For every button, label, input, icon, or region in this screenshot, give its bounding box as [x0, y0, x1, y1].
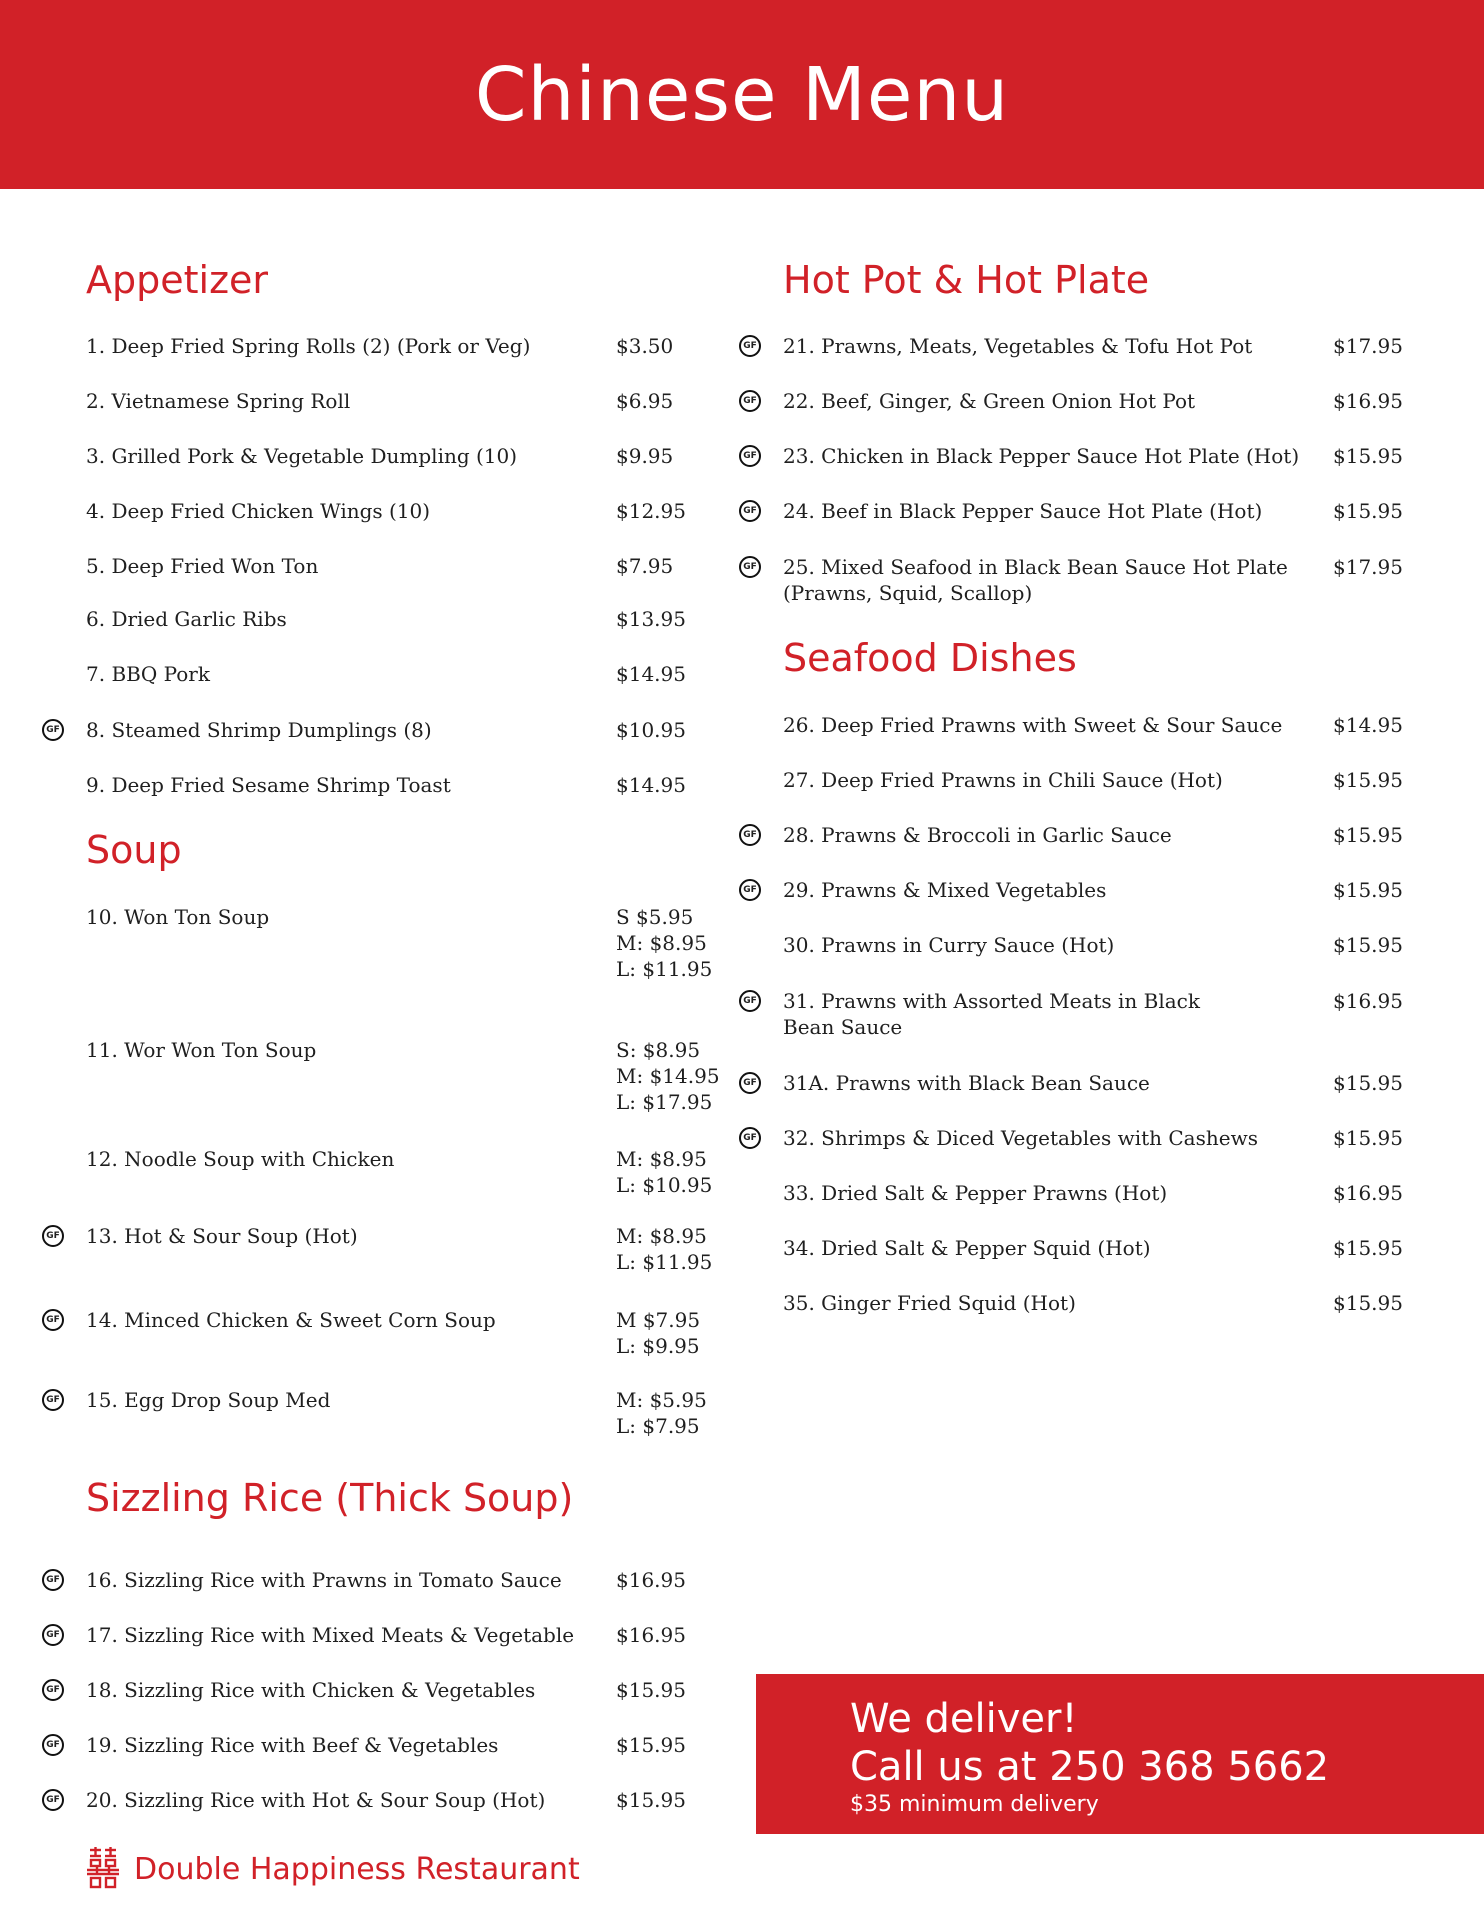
gluten-free-icon: GF: [739, 1072, 761, 1094]
menu-item-name: 19. Sizzling Rice with Beef & Vegetables: [86, 1733, 499, 1757]
menu-item-price: $17.95: [1333, 555, 1403, 579]
menu-item-price: $12.95: [616, 499, 686, 523]
menu-item-price: $10.95: [616, 718, 686, 742]
menu-item-price: S: $8.95 M: $14.95 L: $17.95: [616, 1038, 720, 1114]
menu-item: [42, 1307, 736, 1387]
section-title-appetizer: Appetizer: [86, 258, 269, 302]
menu-item-price: $16.95: [1333, 1181, 1403, 1205]
menu-item-price: M $7.95 L: $9.95: [616, 1308, 701, 1358]
menu-item-price: $15.95: [616, 1678, 686, 1702]
gluten-free-icon: GF: [739, 390, 761, 412]
menu-item-name: 35. Ginger Fried Squid (Hot): [783, 1291, 1076, 1315]
menu-item-price: $15.95: [1333, 823, 1403, 847]
menu-item-name: 29. Prawns & Mixed Vegetables: [783, 878, 1107, 902]
gluten-free-icon: GF: [739, 335, 761, 357]
delivery-minimum: $35 minimum delivery: [850, 1792, 1099, 1817]
section-title-soup: Soup: [86, 828, 182, 872]
gluten-free-icon: GF: [42, 1569, 64, 1591]
menu-item-name: 14. Minced Chicken & Sweet Corn Soup: [86, 1308, 496, 1332]
delivery-banner: [756, 1674, 1484, 1834]
menu-header: [0, 0, 1484, 189]
gluten-free-icon: GF: [739, 556, 761, 578]
menu-item-name: 24. Beef in Black Pepper Sauce Hot Plate (Hot): [783, 499, 1263, 523]
menu-item-price: $15.95: [616, 1788, 686, 1812]
menu-item-price: $6.95: [616, 389, 674, 413]
menu-item-name: 10. Won Ton Soup: [86, 905, 270, 929]
menu-item-name: 20. Sizzling Rice with Hot & Sour Soup (Hot): [86, 1788, 546, 1812]
menu-item-price: M: $8.95 L: $11.95: [616, 1224, 713, 1274]
menu-item-price: $3.50: [616, 334, 674, 358]
menu-item-name: 6. Dried Garlic Ribs: [86, 607, 287, 631]
menu-item-name: 27. Deep Fried Prawns in Chili Sauce (Hot): [783, 768, 1223, 792]
menu-item-name: 21. Prawns, Meats, Vegetables & Tofu Hot Pot: [783, 334, 1253, 358]
menu-item-name: 3. Grilled Pork & Vegetable Dumpling (10): [86, 444, 518, 468]
menu-item-name: 28. Prawns & Broccoli in Garlic Sauce: [783, 823, 1172, 847]
menu-item-price: M: $8.95 L: $10.95: [616, 1147, 713, 1197]
menu-item-price: $9.95: [616, 444, 674, 468]
menu-item-price: $16.95: [616, 1568, 686, 1592]
menu-item-price: $14.95: [1333, 713, 1403, 737]
menu-item-price: $14.95: [616, 773, 686, 797]
menu-item-price: $16.95: [616, 1623, 686, 1647]
menu-item-name: 30. Prawns in Curry Sauce (Hot): [783, 933, 1115, 957]
menu-item: [739, 1290, 1453, 1370]
menu-item-name: 11. Wor Won Ton Soup: [86, 1038, 317, 1062]
menu-item-name: 23. Chicken in Black Pepper Sauce Hot Plate (Hot): [783, 444, 1300, 468]
menu-item-name: 1. Deep Fried Spring Rolls (2) (Pork or Veg): [86, 334, 531, 358]
menu-item-price: M: $5.95 L: $7.95: [616, 1388, 707, 1438]
gluten-free-icon: GF: [739, 1127, 761, 1149]
gluten-free-icon: GF: [42, 1679, 64, 1701]
menu-item-price: $15.95: [1333, 768, 1403, 792]
menu-item-name: 16. Sizzling Rice with Prawns in Tomato Sauce: [86, 1568, 562, 1592]
menu-item-name: 15. Egg Drop Soup Med: [86, 1388, 331, 1412]
menu-item-price: $15.95: [1333, 1071, 1403, 1095]
menu-item-name: 26. Deep Fried Prawns with Sweet & Sour Sauce: [783, 713, 1283, 737]
menu-item-price: $15.95: [1333, 1291, 1403, 1315]
menu-item-name: 8. Steamed Shrimp Dumplings (8): [86, 718, 432, 742]
menu-item-name: 7. BBQ Pork: [86, 662, 210, 686]
menu-item-price: $13.95: [616, 607, 686, 631]
menu-item-name: 18. Sizzling Rice with Chicken & Vegetables: [86, 1678, 536, 1702]
page-title: Chinese Menu: [474, 51, 1010, 138]
gluten-free-icon: GF: [739, 879, 761, 901]
menu-item-name: 17. Sizzling Rice with Mixed Meats & Vegetable: [86, 1623, 575, 1647]
menu-item: [42, 1223, 736, 1303]
gluten-free-icon: GF: [42, 1734, 64, 1756]
menu-item-name: 22. Beef, Ginger, & Green Onion Hot Pot: [783, 389, 1196, 413]
gluten-free-icon: GF: [739, 824, 761, 846]
menu-item-name: 34. Dried Salt & Pepper Squid (Hot): [783, 1236, 1151, 1260]
menu-item-name: 31A. Prawns with Black Bean Sauce: [783, 1071, 1150, 1095]
section-title-seafood: Seafood Dishes: [783, 636, 1077, 680]
section-title-hot-pot: Hot Pot & Hot Plate: [783, 258, 1150, 302]
menu-item: [42, 904, 736, 984]
gluten-free-icon: GF: [42, 1225, 64, 1247]
menu-item: [42, 1037, 736, 1117]
menu-item-name: 4. Deep Fried Chicken Wings (10): [86, 499, 431, 523]
gluten-free-icon: GF: [42, 1389, 64, 1411]
menu-item-name: 25. Mixed Seafood in Black Bean Sauce Hot Plate (Prawns, Squid, Scallop): [783, 555, 1288, 605]
double-happiness-icon: [86, 1846, 120, 1892]
menu-item-name: 9. Deep Fried Sesame Shrimp Toast: [86, 773, 451, 797]
menu-item-price: $15.95: [1333, 933, 1403, 957]
menu-item-name: 31. Prawns with Assorted Meats in Black Bean Sauce: [783, 989, 1200, 1039]
menu-item-price: $15.95: [1333, 444, 1403, 468]
gluten-free-icon: GF: [42, 1789, 64, 1811]
menu-item: [739, 554, 1453, 634]
menu-item-price: $16.95: [1333, 989, 1403, 1013]
menu-item-price: $15.95: [616, 1733, 686, 1757]
gluten-free-icon: GF: [739, 990, 761, 1012]
menu-item-name: 5. Deep Fried Won Ton: [86, 554, 319, 578]
gluten-free-icon: GF: [42, 1309, 64, 1331]
menu-item-name: 13. Hot & Sour Soup (Hot): [86, 1224, 358, 1248]
section-title-sizzling-rice: Sizzling Rice (Thick Soup): [86, 1476, 574, 1520]
gluten-free-icon: GF: [42, 1624, 64, 1646]
menu-item-price: $15.95: [1333, 1236, 1403, 1260]
menu-item-price: S $5.95 M: $8.95 L: $11.95: [616, 905, 713, 981]
menu-item-price: $15.95: [1333, 878, 1403, 902]
menu-item-price: $15.95: [1333, 1126, 1403, 1150]
gluten-free-icon: GF: [42, 719, 64, 741]
menu-item-price: $14.95: [616, 662, 686, 686]
menu-item-price: $17.95: [1333, 334, 1403, 358]
restaurant-brand: [86, 1846, 580, 1892]
menu-item: [42, 1146, 736, 1226]
menu-item-name: 33. Dried Salt & Pepper Prawns (Hot): [783, 1181, 1168, 1205]
menu-item: [42, 1387, 736, 1467]
delivery-headline: We deliver!: [850, 1696, 1078, 1742]
gluten-free-icon: GF: [739, 500, 761, 522]
menu-item: [739, 988, 1453, 1068]
restaurant-name: Double Happiness Restaurant: [134, 1851, 580, 1887]
menu-item-price: $15.95: [1333, 499, 1403, 523]
delivery-phone: Call us at 250 368 5662: [850, 1744, 1330, 1790]
menu-item-price: $7.95: [616, 554, 674, 578]
gluten-free-icon: GF: [739, 445, 761, 467]
menu-item-name: 32. Shrimps & Diced Vegetables with Cashews: [783, 1126, 1258, 1150]
menu-item-price: $16.95: [1333, 389, 1403, 413]
menu-item-name: 2. Vietnamese Spring Roll: [86, 389, 351, 413]
menu-item-name: 12. Noodle Soup with Chicken: [86, 1147, 395, 1171]
